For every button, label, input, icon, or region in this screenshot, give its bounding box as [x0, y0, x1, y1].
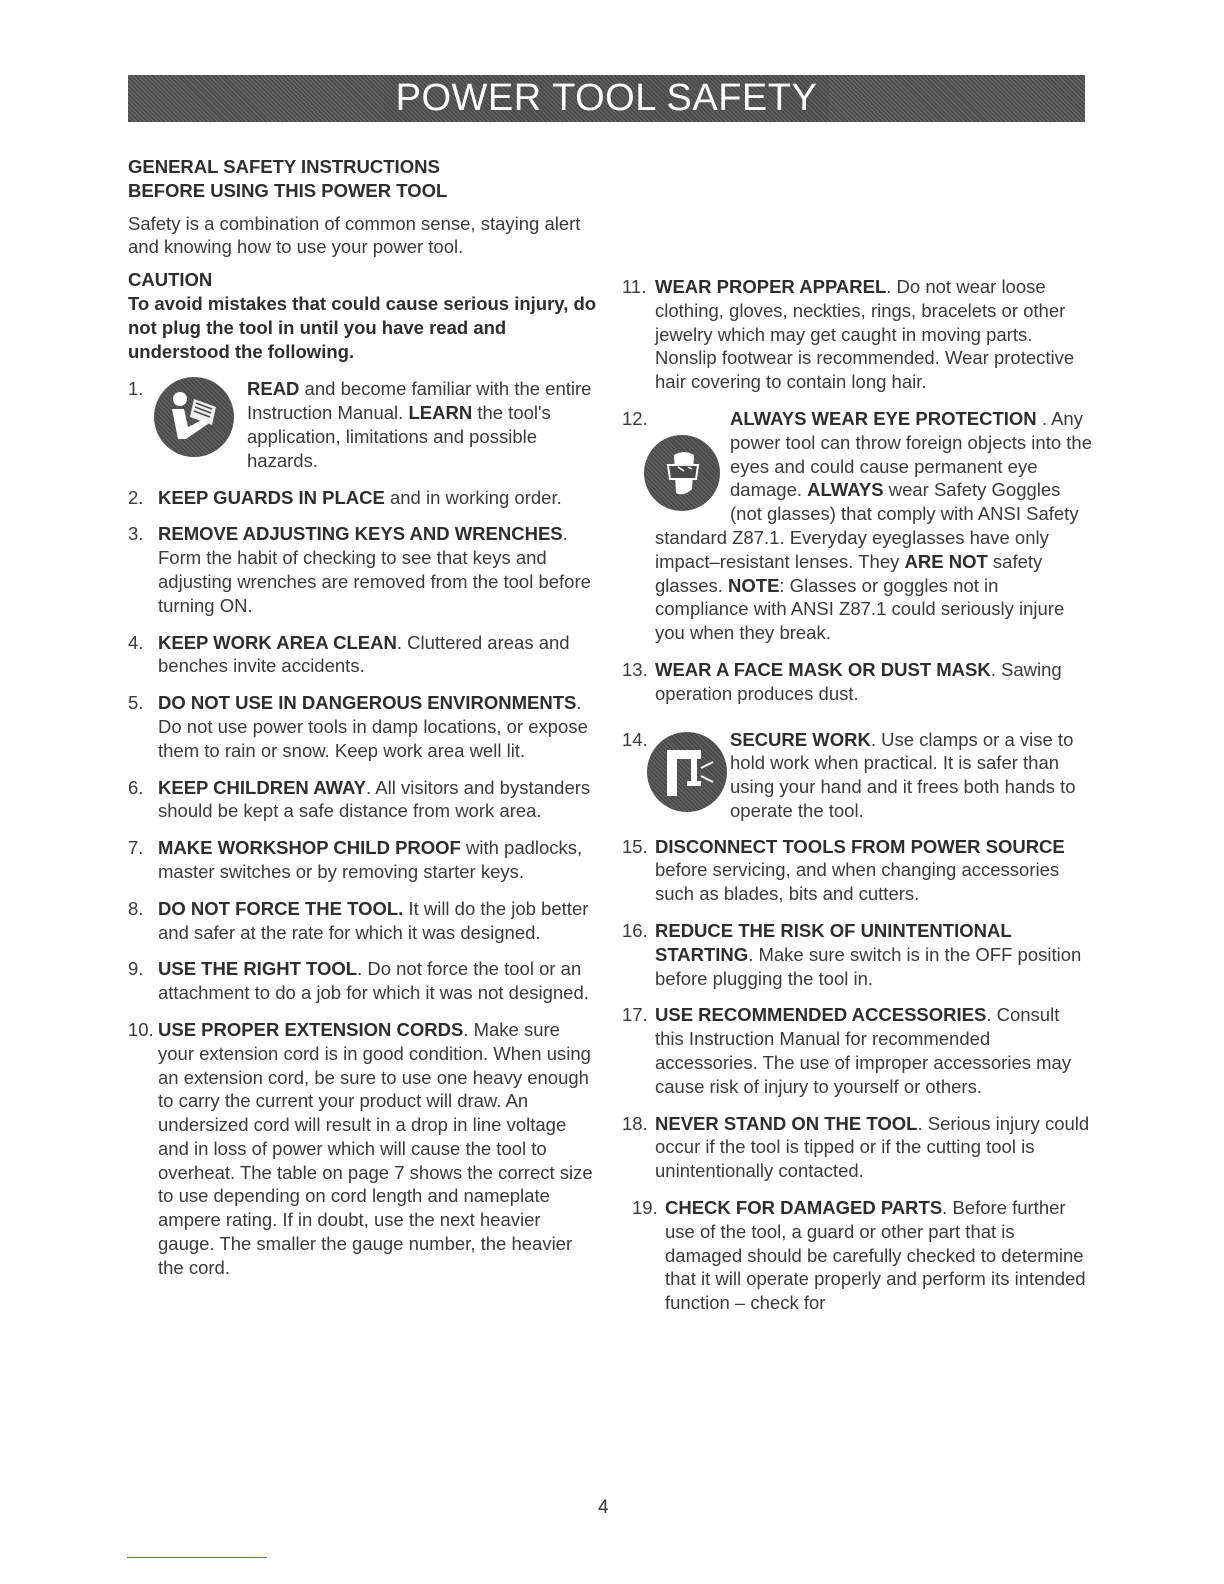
footer-rule [127, 1557, 267, 1558]
list-item [622, 1003, 1092, 1098]
item-number: 17. [622, 1004, 648, 1026]
general-intro: Safety is a combination of common sense, staying alert and knowing how to use your power tool. [128, 212, 581, 258]
list-item [622, 1112, 1092, 1183]
item-text: CHECK FOR DAMAGED PARTS. Before further use of the tool, a guard or other part that is damaged should be carefully checked to determine that it will operate properly and perform its intended function – check for [665, 1196, 1086, 1314]
item-text: ALWAYS WEAR EYE PROTECTION . Any power tool can throw foreign objects into the eyes and could cause permanent eye damage. ALWAYS wear Safety Goggles (not glasses) that comply with ANSI Safety standard Z87.1. Everyday eyeglasses have only impact–resistant lenses. They ARE NOT safety glasses. NOTE: Glasses or goggles not in compliance with ANSI Z87.1 could seriously injure you when they break. [655, 407, 1092, 644]
item-10-continuation-space [622, 155, 1092, 251]
list-item [622, 919, 1092, 990]
item-text: KEEP WORK AREA CLEAN. Cluttered areas and benches invite accidents. [158, 631, 570, 677]
item-number: 11. [622, 276, 647, 297]
item-text: MAKE WORKSHOP CHILD PROOF with padlocks, master switches or by removing starter keys. [158, 837, 583, 882]
list-item [622, 728, 1092, 824]
general-heading-2: BEFORE USING THIS POWER TOOL [128, 179, 448, 201]
caution-text: To avoid mistakes that could cause serious injury, do not plug the tool in until you have read and understood the following. [128, 292, 597, 362]
list-item [128, 957, 598, 1005]
item-number: 10. [128, 1018, 154, 1040]
item-text: KEEP CHILDREN AWAY. All visitors and bystanders should be kept a safe distance from work area. [158, 776, 591, 822]
item-text: WEAR PROPER APPAREL. Do not wear loose clothing, gloves, neckties, rings, bracelets or other jewelry which may get caught in moving parts. Nonslip footwear is recommended. Wear protective hair covering to contain long hair. [655, 276, 1075, 393]
item-text: KEEP GUARDS IN PLACE and in working order. [158, 486, 562, 508]
list-item [128, 377, 598, 472]
item-text: NEVER STAND ON THE TOOL. Serious injury could occur if the tool is tipped or if the cutting tool is unintentionally contacted. [655, 1112, 1090, 1182]
item-text: USE THE RIGHT TOOL. Do not force the tool or an attachment to do a job for which it was not designed. [158, 958, 589, 1004]
list-item [622, 275, 1092, 394]
list-item [128, 1018, 598, 1278]
section-title: POWER TOOL SAFETY [384, 77, 830, 120]
left-column [128, 155, 598, 1278]
list-item [128, 486, 598, 510]
general-heading-1: GENERAL SAFETY INSTRUCTIONS [128, 156, 440, 177]
item-number: 2. [128, 486, 144, 508]
page-number: 4 [598, 1497, 609, 1518]
read-manual-icon [154, 377, 234, 457]
list-item [632, 1196, 1092, 1315]
list-item [622, 407, 1092, 645]
item-number: 6. [128, 776, 144, 798]
item-number: 14. [622, 728, 648, 750]
section-banner [128, 75, 1085, 122]
item-text: SECURE WORK. Use clamps or a vise to hold work when practical. It is safer than using your hand and it frees both hands to operate the tool. [730, 728, 1076, 821]
list-item [128, 522, 598, 617]
item-text: REMOVE ADJUSTING KEYS AND WRENCHES. Form the habit of checking to see that keys and adjusting wrenches are removed from the tool before turning ON. [158, 523, 591, 616]
item-number: 7. [128, 837, 144, 859]
item-number: 15. [622, 835, 648, 857]
item-number: 13. [622, 658, 648, 680]
item-number: 16. [622, 919, 648, 941]
safety-goggles-icon [644, 435, 720, 511]
caution-label: CAUTION [128, 269, 213, 291]
item-number: 5. [128, 692, 144, 714]
item-number: 12. [622, 407, 648, 429]
right-column [622, 155, 1092, 1315]
item-number: 8. [128, 897, 144, 919]
list-item [622, 835, 1092, 906]
list-item [622, 658, 1092, 706]
item-text: DISCONNECT TOOLS FROM POWER SOURCE before servicing, and when changing accessories such as blades, bits and cutters. [655, 835, 1065, 905]
list-item [128, 776, 598, 824]
item-text: READ and become familiar with the entire Instruction Manual. LEARN the tool's application, limitations and possible hazards. [247, 378, 592, 471]
item-number: 1. [128, 378, 144, 400]
item-number: 18. [622, 1112, 648, 1134]
item-text: REDUCE THE RISK OF UNINTENTIONAL STARTING. Make sure switch is in the OFF position before plugging the tool in. [655, 919, 1082, 989]
list-item [128, 836, 598, 884]
list-item [128, 897, 598, 945]
item-text: USE PROPER EXTENSION CORDS. Make sure your extension cord is in good condition. When using an extension cord, be sure to use one heavy enough to carry the current your product will draw. An undersized cord will result in a drop in line voltage and in loss of power which will cause the tool to overheat. The table on page 7 shows the correct size to use depending on cord length and nameplate ampere rating. If in doubt, use the next heavier gauge. The smaller the gauge number, the heavier the cord. [158, 1018, 593, 1278]
item-text: USE RECOMMENDED ACCESSORIES. Consult this Instruction Manual for recommended accessories. The use of improper accessories may cause risk of injury to yourself or others. [655, 1004, 1072, 1097]
list-item [128, 631, 598, 679]
clamp-vise-icon [647, 732, 727, 812]
item-text: WEAR A FACE MASK OR DUST MASK. Sawing operation produces dust. [655, 658, 1062, 704]
list-item [128, 691, 598, 762]
item-text: DO NOT FORCE THE TOOL. It will do the job better and safer at the rate for which it was designed. [158, 897, 589, 943]
item-number: 9. [128, 958, 144, 980]
item-number: 4. [128, 631, 144, 653]
item-number: 19. [632, 1196, 658, 1218]
item-number: 3. [128, 523, 144, 545]
item-text: DO NOT USE IN DANGEROUS ENVIRONMENTS. Do not use power tools in damp locations, or expose them to rain or snow. Keep work area well lit. [158, 692, 588, 761]
